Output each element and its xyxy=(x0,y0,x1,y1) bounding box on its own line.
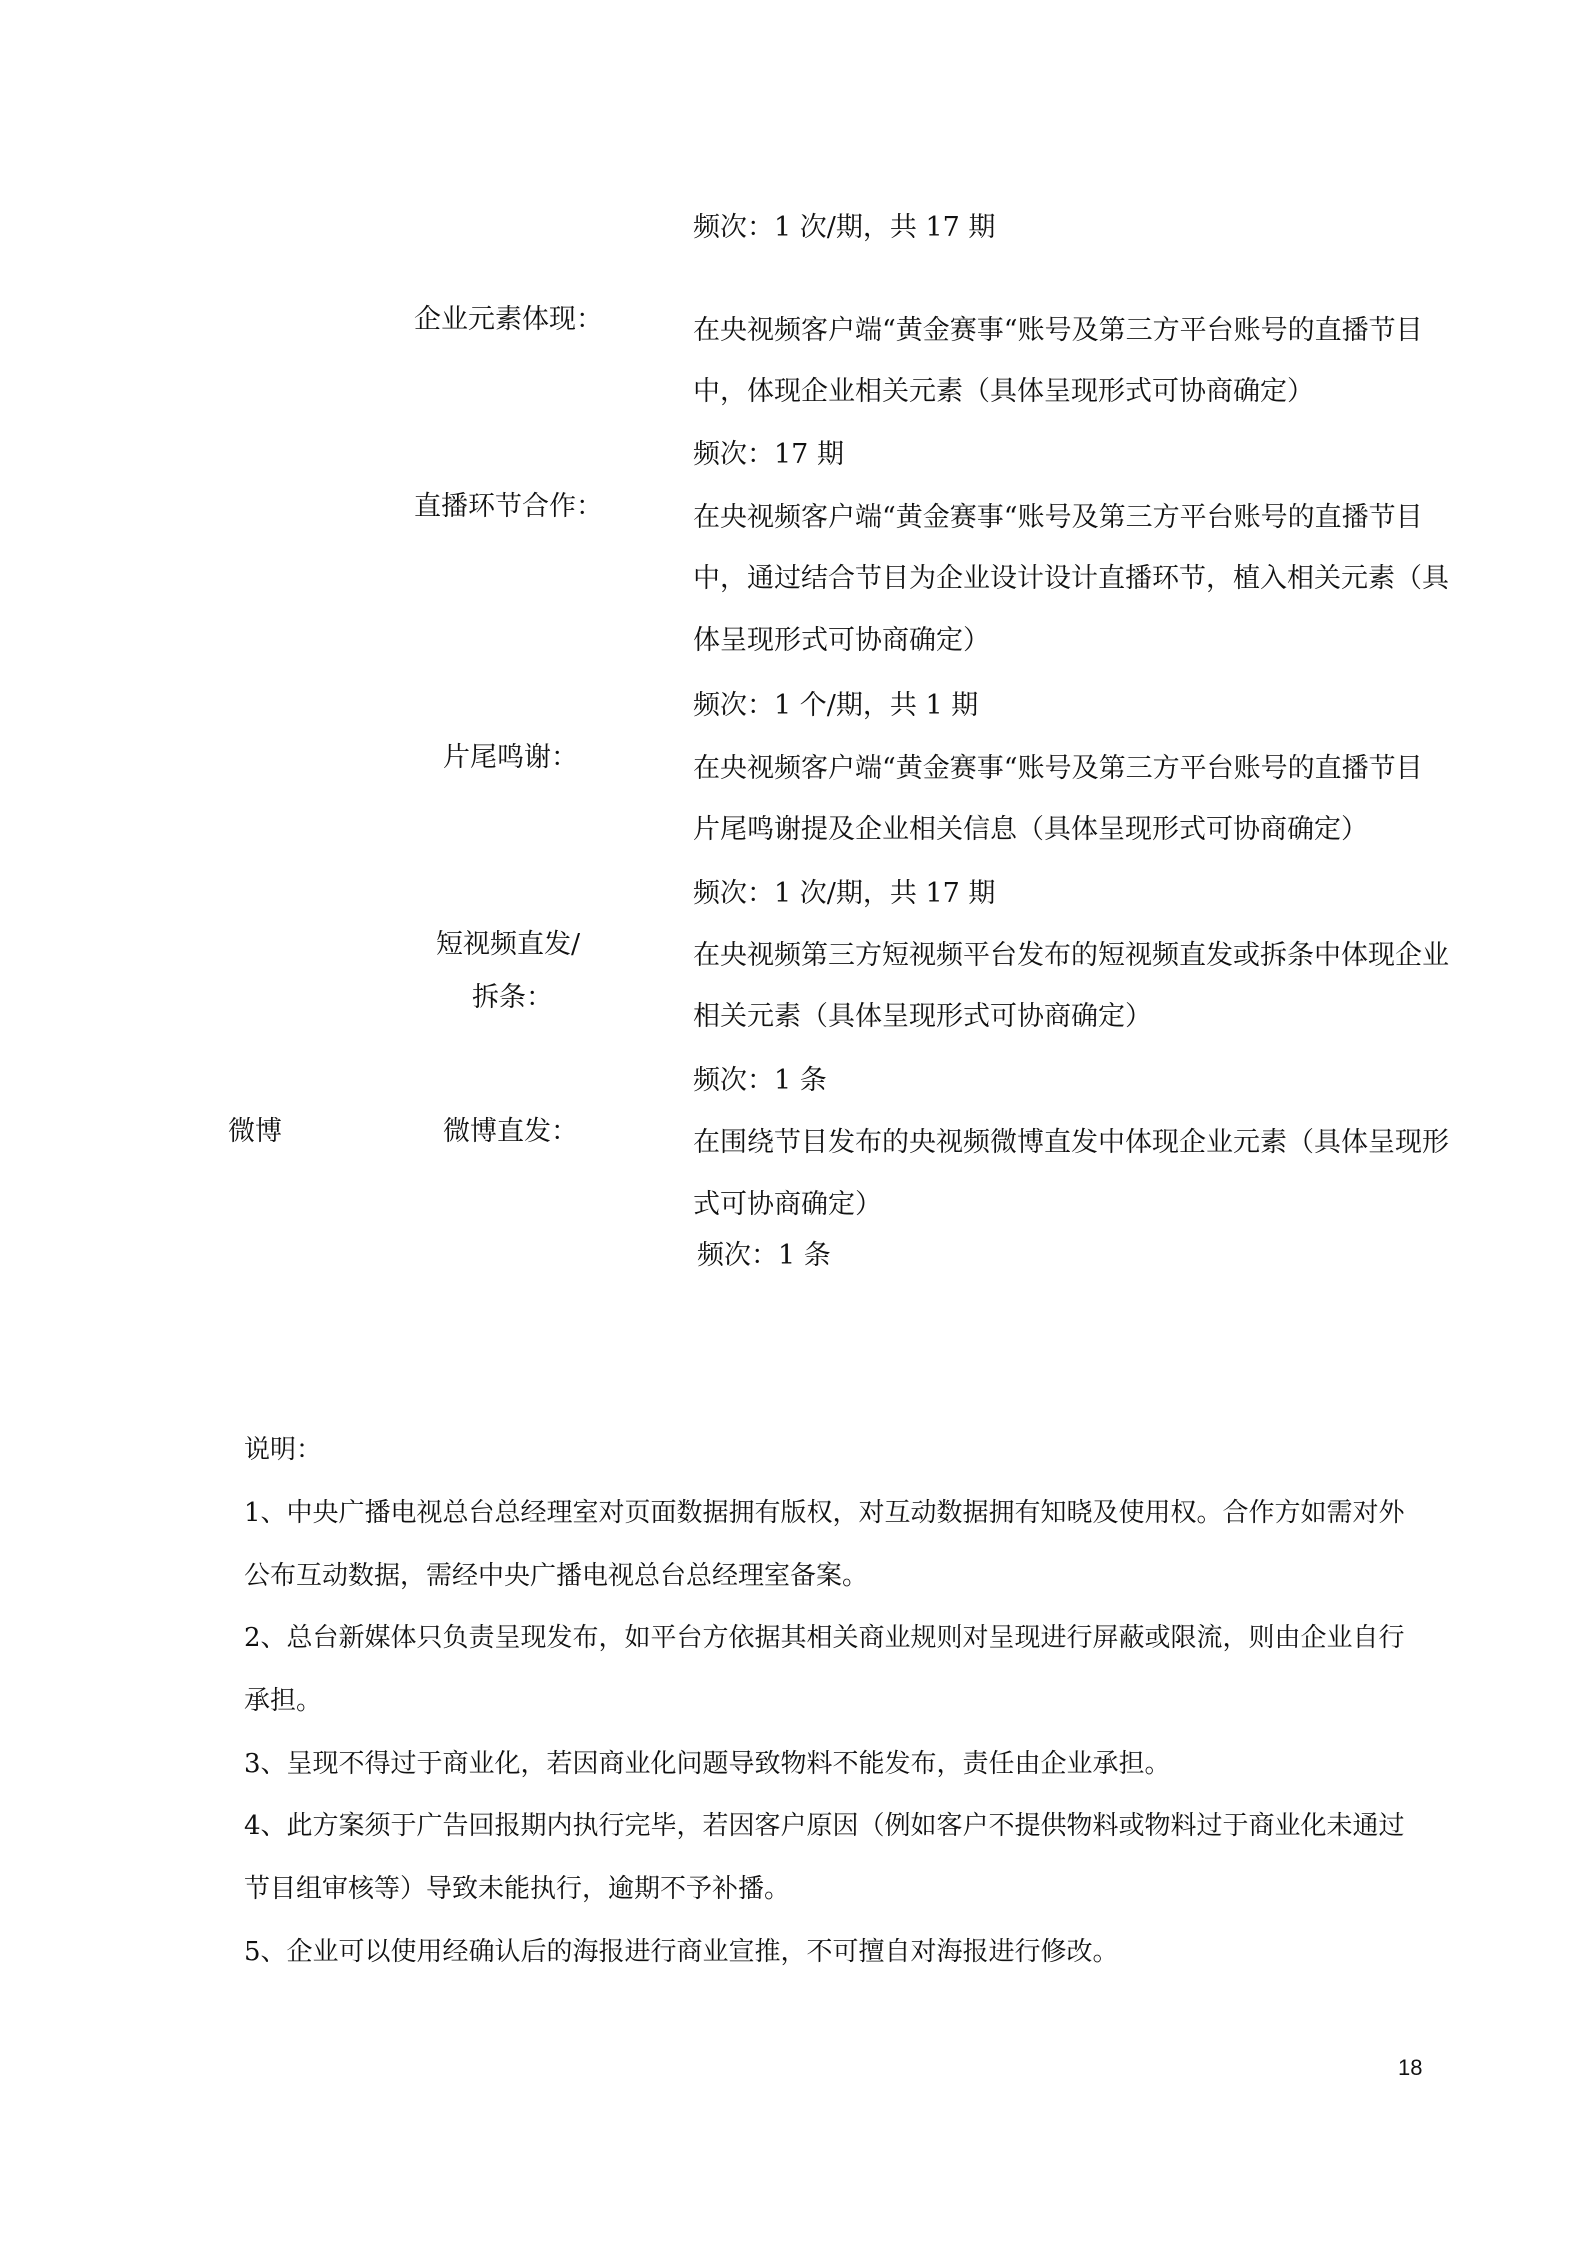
note-line: 2、总台新媒体只负责呈现发布，如平台方依据其相关商业规则对呈现进行屏蔽或限流，则由企业自行 xyxy=(244,1623,1405,1653)
item-description: 片尾鸣谢提及企业相关信息（具体呈现形式可协商确定） xyxy=(693,814,1368,845)
frequency-text: 频次：1 次/期，共 17 期 xyxy=(693,212,996,243)
item-label: 微博直发： xyxy=(443,1116,578,1147)
item-description: 在央视频客户端“黄金赛事“账号及第三方平台账号的直播节目 xyxy=(693,753,1423,784)
item-description: 中，体现企业相关元素（具体呈现形式可协商确定） xyxy=(693,376,1314,407)
item-label: 直播环节合作： xyxy=(414,491,603,522)
item-description: 相关元素（具体呈现形式可协商确定） xyxy=(693,1001,1152,1032)
platform-label: 微博 xyxy=(228,1116,282,1147)
item-label: 片尾鸣谢： xyxy=(443,742,578,773)
note-line: 3、呈现不得过于商业化，若因商业化问题导致物料不能发布，责任由企业承担。 xyxy=(244,1749,1171,1779)
note-line: 1、中央广播电视总台总经理室对页面数据拥有版权，对互动数据拥有知晓及使用权。合作方如需对外 xyxy=(244,1498,1405,1528)
frequency-text: 频次：1 个/期，共 1 期 xyxy=(693,690,979,721)
item-description: 体呈现形式可协商确定） xyxy=(693,625,990,656)
item-label: 拆条： xyxy=(472,982,553,1013)
item-description: 在围绕节目发布的央视频微博直发中体现企业元素（具体呈现形 xyxy=(693,1127,1449,1158)
frequency-text: 频次：1 条 xyxy=(697,1240,831,1271)
note-line: 5、企业可以使用经确认后的海报进行商业宣推，不可擅自对海报进行修改。 xyxy=(244,1937,1119,1967)
frequency-text: 频次：1 次/期，共 17 期 xyxy=(693,878,996,909)
note-line: 公布互动数据，需经中央广播电视总台总经理室备案。 xyxy=(244,1561,869,1591)
frequency-text: 频次：17 期 xyxy=(693,439,844,470)
note-line: 承担。 xyxy=(244,1686,323,1716)
item-label: 短视频直发/ xyxy=(436,929,581,960)
item-label: 企业元素体现： xyxy=(414,304,603,335)
frequency-text: 频次：1 条 xyxy=(693,1065,827,1096)
item-description: 式可协商确定） xyxy=(693,1189,882,1220)
item-description: 在央视频第三方短视频平台发布的短视频直发或拆条中体现企业 xyxy=(693,940,1449,971)
note-line: 4、此方案须于广告回报期内执行完毕，若因客户原因（例如客户不提供物料或物料过于商业化未通过 xyxy=(244,1811,1405,1841)
item-description: 在央视频客户端“黄金赛事“账号及第三方平台账号的直播节目 xyxy=(693,502,1423,533)
notes-heading: 说明： xyxy=(244,1435,323,1465)
page-number: 18 xyxy=(1398,2055,1423,2080)
item-description: 中，通过结合节目为企业设计设计直播环节，植入相关元素（具 xyxy=(693,563,1449,594)
item-description: 在央视频客户端“黄金赛事“账号及第三方平台账号的直播节目 xyxy=(693,315,1423,346)
note-line: 节目组审核等）导致未能执行，逾期不予补播。 xyxy=(244,1874,791,1904)
